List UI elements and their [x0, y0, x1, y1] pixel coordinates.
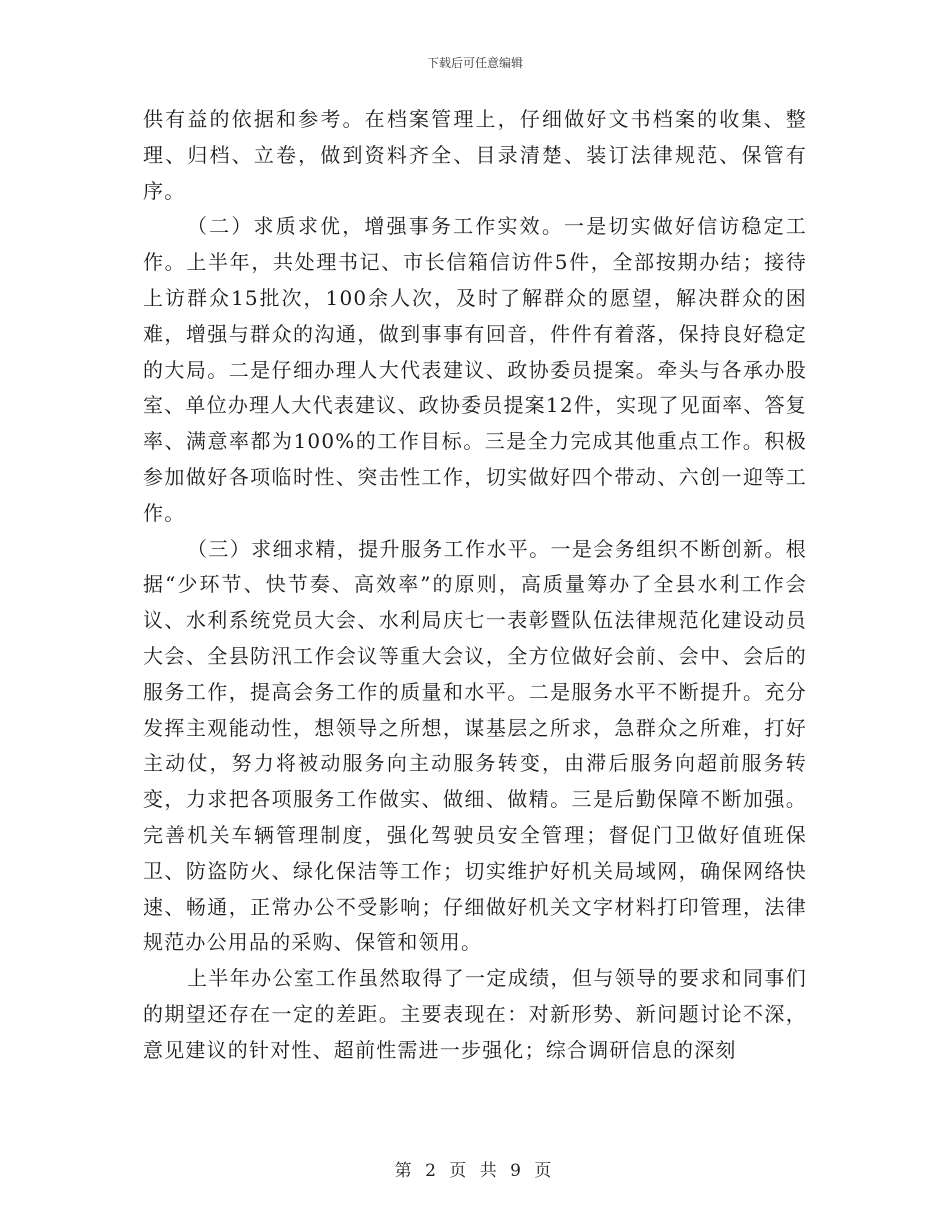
paragraph-service-work: （三）求细求精，提升服务工作水平。一是会务组织不断创新。根据“少环节、快节奏、高效率”的原则，高质量筹办了全县水利工作会议、水利系统党员大会、水利局庆七一表彰暨队伍法律规范化建设动员大会、全县防汛工作会议等重大会议，全方位做好会前、会中、会后的服务工作，提高会务工作的质量和水平。二是服务水平不断提升。充分发挥主观能动性，想领导之所想，谋基层之所求，急群众之所难，打好主动仗，努力将被动服务向主动服务转变，由滞后服务向超前服务转变，力求把各项服务工作做实、做细、做精。三是后勤保障不断加强。完善机关车辆管理制度，强化驾驶员安全管理；督促门卫做好值班保卫、防盗防火、绿化保洁等工作；切实维护好机关局域网，确保网络快速、畅通，正常办公不受影响；仔细做好机关文字材料打印管理，法律规范办公用品的采购、保管和领用。 — [143, 536, 807, 955]
page-number-footer: 第 2 页 共 9 页 — [394, 1161, 556, 1181]
paragraph-archive-management: 供有益的依据和参考。在档案管理上，仔细做好文书档案的收集、整理、归档、立卷，做到资料齐全、目录清楚、装订法律规范、保管有序。 — [143, 107, 807, 203]
paragraph-affairs-work: （二）求质求优，增强事务工作实效。一是切实做好信访稳定工作。上半年，共处理书记、市长信箱信访件5件，全部按期办结；接待上访群众15批次，100余人次，及时了解群众的愿望，解决群众的困难，增强与群众的沟通，做到事事有回音，件件有着落，保持良好稳定的大局。二是仔细办理人大代表建议、政协委员提案。牵头与各承办股室、单位办理人大代表建议、政协委员提案12件，实现了见面率、答复率、满意率都为100%的工作目标。三是全力完成其他重点工作。积极参加做好各项临时性、突击性工作，切实做好四个带动、六创一迎等工作。 — [143, 214, 807, 525]
document-body — [143, 102, 807, 1069]
paragraph-shortcomings: 上半年办公室工作虽然取得了一定成绩，但与领导的要求和同事们的期望还存在一定的差距。主要表现在：对新形势、新问题讨论不深，意见建议的针对性、超前性需进一步强化；综合调研信息的深刻 — [143, 966, 807, 1062]
page-header: 下载后可任意编辑 — [426, 56, 523, 70]
